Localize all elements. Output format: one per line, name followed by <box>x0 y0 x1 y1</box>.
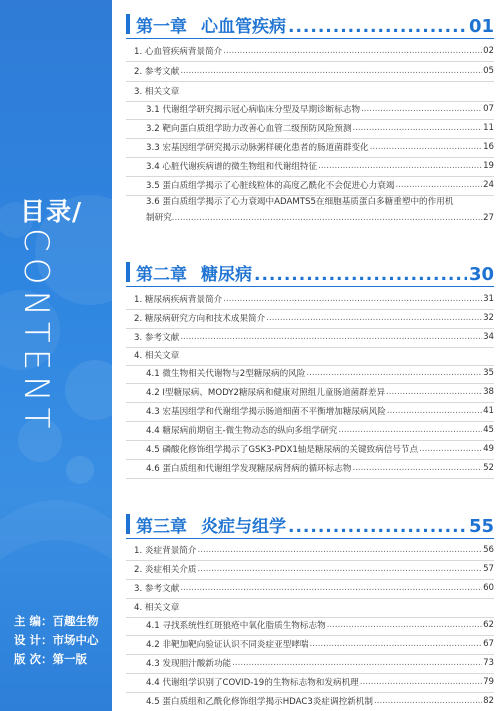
leader-dots <box>266 313 482 323</box>
entry-page: 62 <box>483 620 494 630</box>
leader-dots <box>395 180 482 190</box>
entry-page: 11 <box>483 123 494 133</box>
entry-text: 4.5 磷酸化修饰组学揭示了GSK3-PDX1轴是糖尿病的关键致病信号节点 <box>146 445 419 455</box>
entry-page: 67 <box>483 639 494 649</box>
toc-entry[interactable] <box>126 63 494 79</box>
publication-info <box>14 612 99 669</box>
chapter-marker <box>126 14 130 34</box>
toc-entry[interactable] <box>126 83 494 99</box>
chapter-1-heading[interactable] <box>126 8 494 38</box>
chapter-rule <box>126 286 494 287</box>
toc-entry[interactable] <box>126 158 494 174</box>
toc-entry[interactable] <box>126 194 494 226</box>
toc-entry[interactable] <box>126 403 494 419</box>
edition-line: 版 次：第一版 <box>14 652 88 666</box>
toc-entry[interactable] <box>126 120 494 136</box>
entry-page: 52 <box>483 463 494 473</box>
entry-text: 2. 参考文献 <box>134 67 180 77</box>
editor-line: 主 编：百趣生物 <box>14 614 99 628</box>
leader-dots <box>306 368 482 378</box>
leader-dots <box>361 104 482 114</box>
entry-text: 3. 参考文献 <box>134 333 180 343</box>
content-vertical-word: CONTENT <box>16 228 56 435</box>
entry-page: 05 <box>483 66 494 76</box>
contents-title: 目录/ <box>20 197 83 226</box>
design-line: 设 计：市场中心 <box>14 633 99 647</box>
leader-dots <box>352 463 482 473</box>
table-of-contents <box>126 0 494 711</box>
entry-page: 07 <box>483 104 494 114</box>
toc-entry[interactable] <box>126 599 494 615</box>
leader-dots <box>352 123 482 133</box>
sidebar-band <box>0 0 112 711</box>
entry-page: 24 <box>483 180 494 190</box>
toc-entry[interactable] <box>126 365 494 381</box>
chapter-page: 01 <box>468 16 494 37</box>
toc-entry[interactable] <box>126 580 494 596</box>
leader-dots <box>288 517 467 537</box>
entry-text: 2. 糖尿病研究方向和技术成果简介 <box>134 314 266 324</box>
toc-entry[interactable] <box>126 441 494 457</box>
leader-dots <box>180 66 482 76</box>
leader-dots <box>370 142 482 152</box>
toc-entry[interactable] <box>126 561 494 577</box>
entry-page: 41 <box>483 406 494 416</box>
entry-page: 35 <box>483 368 494 378</box>
entry-page: 79 <box>483 677 494 687</box>
entry-text: 4.2 I型糖尿病、MODY2糖尿病和健康对照组儿童肠道菌群差异 <box>146 388 386 398</box>
chapter-rule <box>126 38 494 39</box>
leader-dots <box>318 161 482 171</box>
entry-text: 3. 相关文章 <box>134 87 180 97</box>
toc-entry[interactable] <box>126 139 494 155</box>
entry-page: 38 <box>483 387 494 397</box>
chapter-number: 第三章 <box>136 517 187 537</box>
leader-dots <box>360 677 482 687</box>
leader-dots <box>232 658 482 668</box>
leader-dots <box>223 294 482 304</box>
entry-text: 4. 相关文章 <box>134 603 180 613</box>
chapter-3-heading[interactable] <box>126 508 494 538</box>
toc-entry[interactable] <box>126 384 494 400</box>
leader-dots <box>198 564 483 574</box>
entry-text: 3.5 蛋白质组学揭示了心脏线粒体的高度乙酰化不会促进心力衰竭 <box>146 181 395 191</box>
entry-text: 4.4 代谢组学识别了COVID-19的生物标志物和发病机理 <box>146 678 359 688</box>
leader-dots <box>327 620 482 630</box>
leader-dots <box>223 46 482 56</box>
entry-page: 16 <box>483 142 494 152</box>
leader-dots <box>386 387 482 397</box>
toc-entry[interactable] <box>126 329 494 345</box>
entry-page: 45 <box>483 425 494 435</box>
toc-entry[interactable] <box>126 655 494 671</box>
entry-text: 4.3 宏基因组学和代谢组学揭示肠道细菌不平衡增加糖尿病风险 <box>146 407 386 417</box>
entry-page: 34 <box>483 332 494 342</box>
chapter-3 <box>126 508 494 707</box>
leader-dots <box>374 696 482 706</box>
entry-text: 4.1 寻找系统性红斑狼疮中氧化脂质生物标志物 <box>146 621 326 631</box>
chapter-1 <box>126 8 494 223</box>
chapter-title: 炎症与组学 <box>201 517 286 537</box>
entry-text: 4.1 微生物相关代谢物与2型糖尿病的风险 <box>146 369 306 379</box>
entry-page: 27 <box>483 213 494 223</box>
leader-dots <box>387 406 482 416</box>
entry-text: 3.1 代谢组学研究揭示冠心病临床分型及早期诊断标志物 <box>146 105 361 115</box>
leader-dots <box>254 265 467 285</box>
leader-dots <box>288 17 467 37</box>
entry-text: 3. 参考文献 <box>134 584 180 594</box>
leader-dots <box>180 332 482 342</box>
chapter-title: 糖尿病 <box>201 265 252 285</box>
entry-page: 02 <box>483 46 494 56</box>
leader-dots <box>180 583 482 593</box>
chapter-page: 30 <box>468 264 494 285</box>
entry-page: 57 <box>483 564 494 574</box>
entry-text: 4.2 非靶加靶向验证认识不同炎症亚型哮喘 <box>146 640 309 650</box>
entry-page: 56 <box>483 545 494 555</box>
chapter-number: 第二章 <box>136 265 187 285</box>
entry-page: 32 <box>483 313 494 323</box>
entry-page: 82 <box>483 696 494 706</box>
toc-entry[interactable] <box>126 617 494 633</box>
leader-dots <box>198 545 483 555</box>
chapter-marker <box>126 262 130 282</box>
entry-text: 1. 糖尿病疾病背景简介 <box>134 295 223 305</box>
leader-dots <box>419 444 482 454</box>
entry-text: 3.2 靶向蛋白质组学助力改善心血管二级预防风险预测 <box>146 124 352 134</box>
chapter-2 <box>126 256 494 474</box>
toc-entry[interactable] <box>126 693 494 709</box>
entry-text: 3.4 心脏代谢疾病谱的微生物组和代谢组特征 <box>146 162 318 172</box>
toc-entry[interactable] <box>126 347 494 363</box>
entry-text-continued: 制研究 <box>146 213 172 223</box>
entry-text: 2. 炎症相关介质 <box>134 565 197 575</box>
entry-text: 4.6 蛋白质组和代谢组学发现糖尿病肾病的循环标志物 <box>146 464 352 474</box>
entry-page: 49 <box>483 444 494 454</box>
toc-entry[interactable] <box>126 43 494 59</box>
toc-entry[interactable] <box>126 177 494 193</box>
entry-text: 3.6 蛋白质组学揭示了心力衰竭中ADAMTS5在细胞基质蛋白多糖重塑中的作用机 <box>146 197 454 207</box>
toc-entry[interactable] <box>126 291 494 307</box>
entry-text: 3.3 宏基因组学研究揭示动脉粥样硬化患者的肠道菌群变化 <box>146 143 369 153</box>
entry-page: 19 <box>483 161 494 171</box>
chapter-rule <box>126 538 494 539</box>
toc-entry[interactable] <box>126 101 494 117</box>
chapter-number: 第一章 <box>136 17 187 37</box>
entry-page: 73 <box>483 658 494 668</box>
toc-entry[interactable] <box>126 310 494 326</box>
entry-page: 31 <box>483 294 494 304</box>
entry-text: 1. 心血管疾病背景简介 <box>134 47 223 57</box>
entry-text: 1. 炎症背景简介 <box>134 546 197 556</box>
toc-entry[interactable] <box>126 636 494 652</box>
entry-page: 60 <box>483 583 494 593</box>
leader-dots <box>172 210 483 226</box>
toc-entry[interactable] <box>126 542 494 558</box>
toc-entry[interactable] <box>126 674 494 690</box>
chapter-title: 心血管疾病 <box>201 17 286 37</box>
toc-entry[interactable] <box>126 460 494 476</box>
chapter-2-heading[interactable] <box>126 256 494 286</box>
entry-text: 4.5 蛋白质组和乙酰化修饰组学揭示HDAC3炎症调控新机制 <box>146 697 373 707</box>
leader-dots <box>338 425 482 435</box>
chapter-page: 55 <box>468 516 494 537</box>
toc-entry[interactable] <box>126 422 494 438</box>
chapter-marker <box>126 514 130 534</box>
entry-text: 4.4 糖尿病前期宿主-微生物动态的纵向多组学研究 <box>146 426 338 436</box>
entry-text: 4. 相关文章 <box>134 351 180 361</box>
entry-text: 4.3 发现胆汁酸新功能 <box>146 659 232 669</box>
leader-dots <box>310 639 483 649</box>
